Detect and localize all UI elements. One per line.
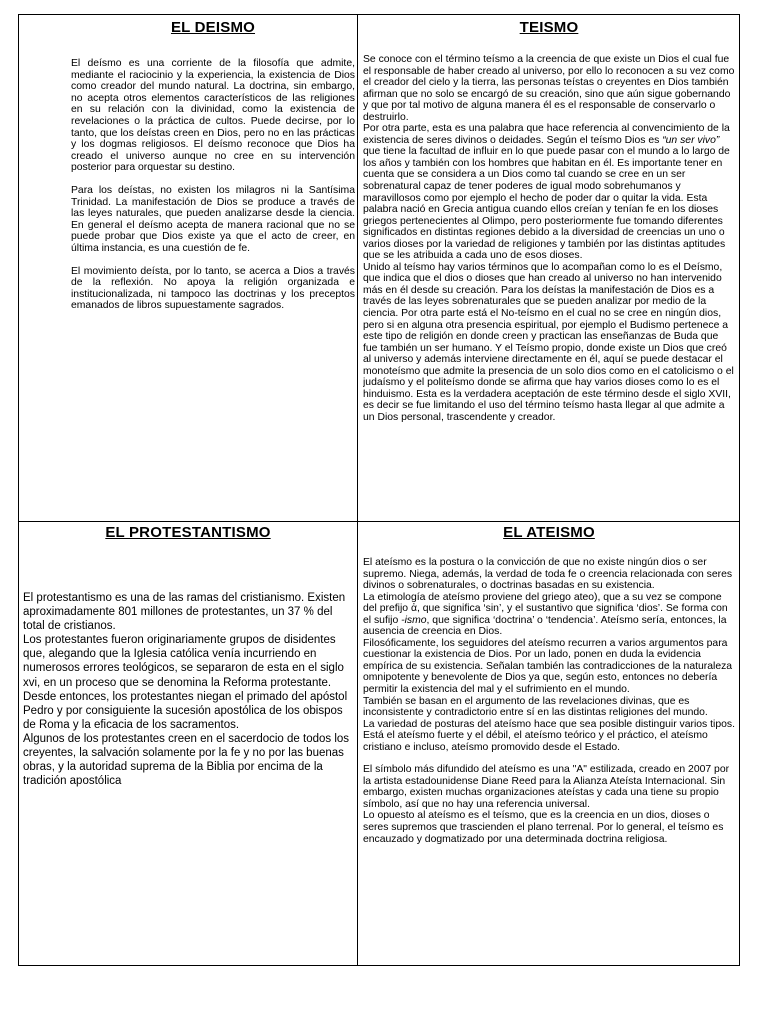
teismo-title: TEISMO [519, 19, 579, 36]
deismo-paragraph-2: Para los deístas, no existen los milagros ni la Santísima Trinidad. La manifestación de Dios se produce a través de las leyes naturales, que pueden analizarse desde la ciencia. En general el deísmo acepta de manera racional que no se puede probar que Dios existe ya que el acto de creer, en última instancia, es una cuestión de fe. [71, 184, 355, 254]
ateismo-title: EL ATEISMO [503, 524, 595, 541]
cell-deismo [71, 19, 355, 323]
protestantismo-paragraph-3: Algunos de los protestantes creen en el sacerdocio de todos los creyentes, la salvación solamente por la fe y no por las buenas obras, y la autoridad suprema de la Biblia por encima de la tradición apostólica [23, 732, 350, 788]
ateismo-paragraph-4: También se basan en el argumento de las revelaciones divinas, que es inconsistente y contradictorio entre sí en las distintas religiones del mundo. [363, 695, 708, 719]
ateismo-paragraph-7: Lo opuesto al ateísmo es el teísmo, que es la creencia en un dios, dioses o seres supremos que trascienden el plano terrenal. Por lo general, el teísmo es encauzado y dogmatizado por una determinada doctrina religiosa. [363, 810, 724, 845]
deismo-paragraph-3: El movimiento deísta, por lo tanto, se acerca a Dios a través de la reflexión. No apoya la religión organizada e institucionalizada, ni tampoco las doctrinas y los preceptos emanados de libros supuestamente sagrados. [71, 265, 355, 312]
column-divider [357, 15, 358, 965]
protestantismo-paragraph-1: El protestantismo es una de las ramas del cristianismo. Existen aproximadamente 801 millones de protestantes, un 37 % del total de cristianos. [23, 592, 346, 633]
ateismo-spacer [363, 753, 735, 764]
teismo-paragraph-3: Unido al teísmo hay varios términos que lo acompañan como lo es el Deísmo, que indica que el dios o dioses que han creado al universo no han intervenido más en él desde su creación. Para los deístas la manifestación de Dios es a través de las leyes sobrenaturales que se pueden analizar por medio de la ciencia. Por otra parte está el No-teísmo en el cual no se cree en ningún dios, pero si en alguna otra presencia espiritual, por ejemplo el Budismo pertenece a este tipo de religión en donde creen y practican las enseñanzas de Buda que fue también un ser humano. Y el Teísmo propio, donde existe un Dios que creó al universo y además interviene directamente en él, aquí se puede destacar el monoteísmo que admite la presencia de un solo dios como en el catolicismo o el judaísmo y el politeísmo donde se afirma que hay varios dioses como lo es el hinduismo. Esta es la verdadera aceptación de este término desde el siglo XVII, es decir se fue limitando el uso del término teísmo hasta llegar al que admite a un Dios personal, trascendente y creador. [363, 261, 734, 423]
teismo-paragraph-2: Por otra parte, esta es una palabra que hace referencia al convencimiento de la existencia de seres divinos o deidades. Según el teísmo Dios es “un ser vivo” que tiene la facultad de influir en lo que puede pasar con el mundo a lo largo de los años y también con los hombres que habitan en él. Es importante tener en cuenta que se considera a un Dios como tal cuando se cree en un ser sobrenatural capaz de tener poderes de igual modo sobrehumanos y maravillosos como por ejemplo el hecho de poder dar o quitar la vida. Esta palabra nació en Grecia antigua cuando ellos creían y tenían fe en los dioses griegos pertenecientes al Olimpo, pero posteriormente fue tomando diferentes significados en distintas regiones debido a la diversidad de creencias un uno o varios dioses por la variedad de religiones y también por las distintas aptitudes que se les atribuida a cada uno de esos dioses. [363, 123, 730, 262]
deismo-paragraph-1: El deísmo es una corriente de la filosofía que admite, mediante el raciocinio y la experiencia, la existencia de Dios como creador del mundo natural. La doctrina, sin embargo, no acepta otros elementos característicos de las religiones en su relación con la divinidad, como la existencia de revelaciones o la práctica de cultos. Puede decirse, por lo tanto, que los deístas creen en Dios, pero no en las prácticas y los dogmas religiosos. El deísmo reconoce que Dios ha creado el universo aunque no cree en su intervención posterior para orquestar su destino. [71, 58, 355, 174]
ateismo-paragraph-1: El ateísmo es la postura o la convicción de que no existe ningún dios o ser supremo. Niega, además, la verdad de toda fe o creencia relacionada con seres divinos o sobrenaturales, o doctrinas basadas en su existencia. [363, 557, 733, 592]
ateismo-paragraph-3: Filosóficamente, los seguidores del ateísmo recurren a varios argumentos para cuestionar la existencia de Dios. Por un lado, ponen en duda la evidencia empírica de su existencia. Señalan también las contradicciones de la naturaleza omnipotente y benevolente de Dios ya que, según esto, entonces no debería permitir la existencia del mal y el sufrimiento en el mundo. [363, 637, 733, 696]
teismo-paragraph-1: Se conoce con el término teísmo a la creencia de que existe un Dios el cual fue el responsable de haber creado al universo, por ello lo reconocen a su vez como el creador del cielo y la tierra, las personas teístas o creyentes en Dios también afirman que no solo se encargó de su creación, sino que aún sigue gobernando y que por tal motivo de alguna manera él es el responsable de conservarlo o destruirlo. [363, 54, 735, 123]
protestantismo-paragraph-2: Los protestantes fueron originariamente grupos de disidentes que, alegando que la Iglesia católica venía incurriendo en numerosos errores teológicos, se separaron de esta en el siglo xvi, en un proceso que se denomina la Reforma protestante. Desde entonces, los protestantes niegan el primado del apóstol Pedro y por consiguiente la sucesión apostólica de los obispos de Roma y la eficacia de los sacramentos. [23, 634, 348, 731]
ateismo-paragraph-6: El símbolo más difundido del ateísmo es una "A" estilizada, creado en 2007 por la artista estadounidense Diane Reed para la Alianza Ateísta Internacional. Sin embargo, existen muchas organizaciones ateístas y cada una tiene su propio símbolo, así que no hay una referencia universal. [363, 764, 730, 810]
comparison-table [18, 14, 740, 966]
protestantismo-title: EL PROTESTANTISMO [105, 524, 271, 541]
ateismo-paragraph-2: La etimología de ateísmo proviene del griego ateo), que a su vez se compone del prefijo ἀ, que significa ‘sin’, y el sustantivo que significa ‘dios’. Se forma con el sufijo -ismo, que significa ‘doctrina’ o ‘tendencia’. Ateísmo sería, entonces, la ausencia de creencia en Dios. [363, 591, 728, 638]
cell-ateismo [363, 524, 735, 845]
cell-protestantismo [23, 524, 353, 788]
teismo-quote: “un ser vivo” [662, 134, 720, 146]
deismo-title: EL DEISMO [170, 19, 256, 36]
ateismo-suffix: -ismo [401, 614, 427, 626]
row-divider [19, 521, 739, 522]
ateismo-paragraph-5: La variedad de posturas del ateísmo hace que sea posible distinguir varios tipos. Está el ateísmo fuerte y el débil, el ateísmo teórico y el práctico, el ateísmo cristiano e incluso, ateísmo promovido desde el Estado. [363, 718, 735, 753]
cell-teismo [363, 19, 735, 424]
